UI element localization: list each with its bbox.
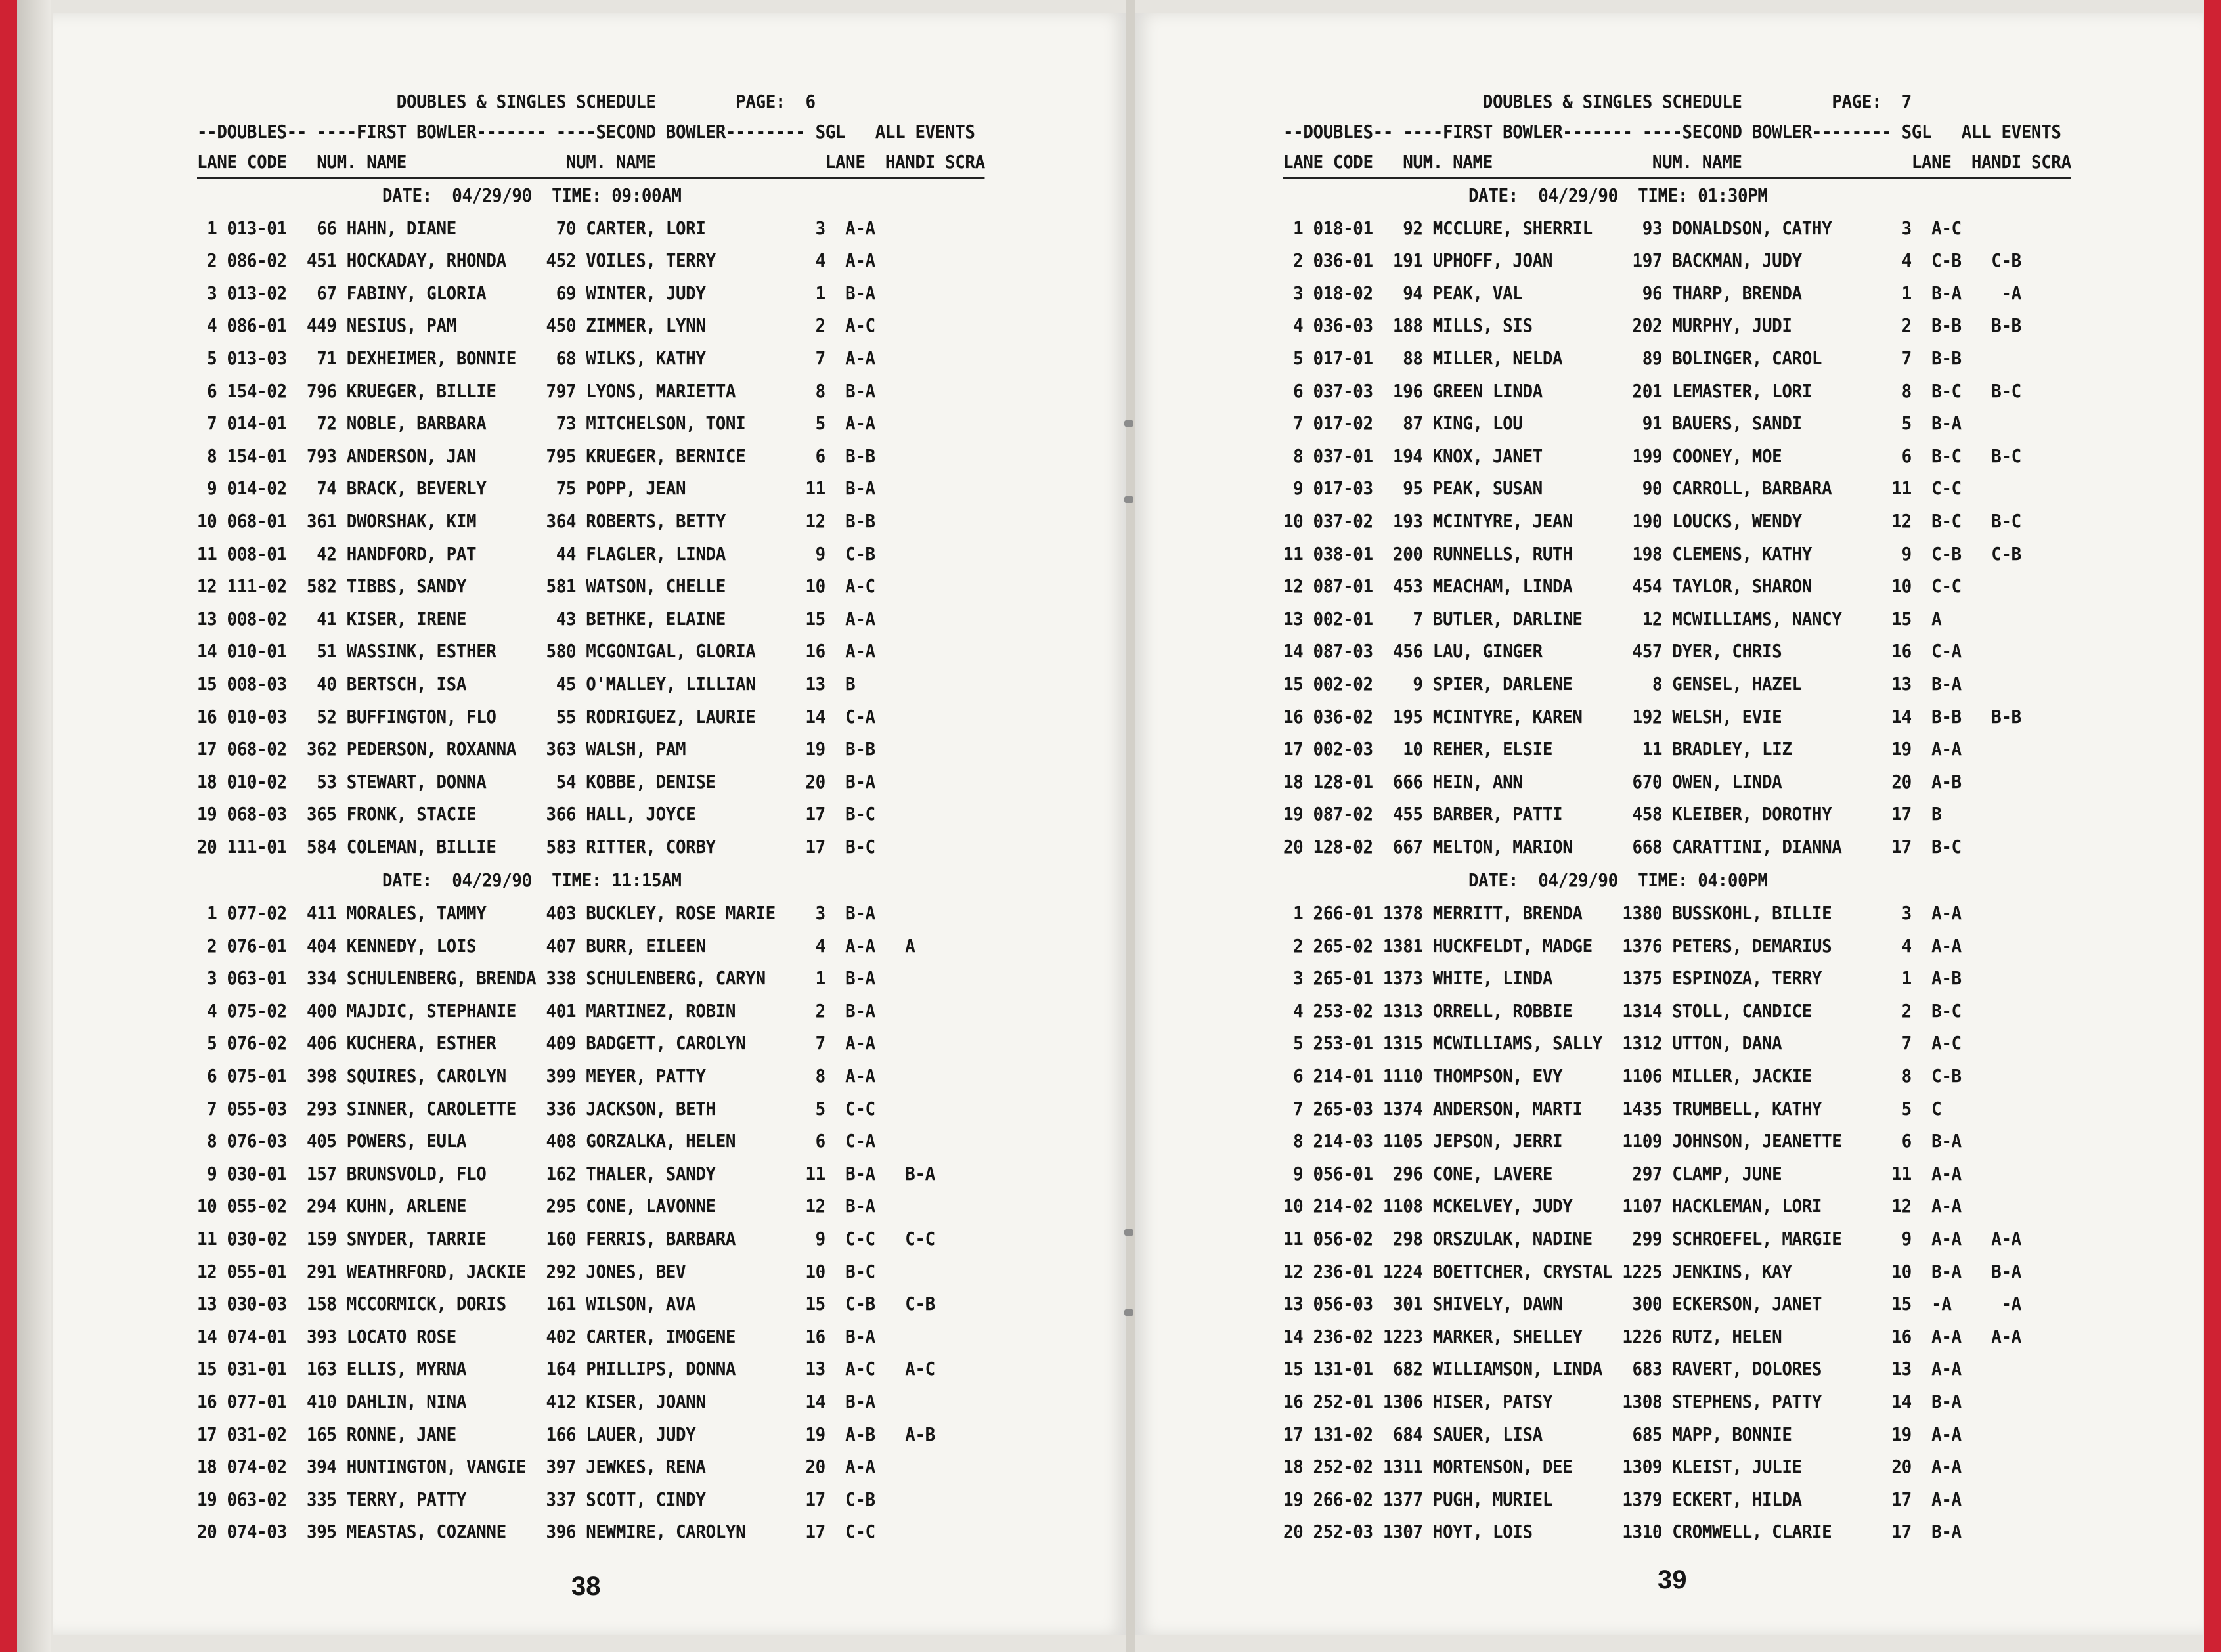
schedule-row: 17 131-02 684 SAUER, LISA 685 MAPP, BONNIE 19 A-A — [1283, 1424, 1962, 1445]
schedule-row: 18 074-02 394 HUNTINGTON, VANGIE 397 JEWKES, RENA 20 A-A — [197, 1456, 875, 1478]
staple — [1124, 1309, 1133, 1316]
left-page — [53, 13, 1130, 1635]
session-block-1 — [197, 180, 1035, 863]
session-date-time: DATE: 04/29/90 TIME: 11:15AM — [382, 870, 682, 892]
schedule-row: 20 111-01 584 COLEMAN, BILLIE 583 RITTER, CORBY 17 B-C — [197, 836, 875, 858]
page-label: PAGE: 6 — [736, 91, 816, 112]
schedule-row: 13 056-03 301 SHIVELY, DAWN 300 ECKERSON, JANET 15 -A -A — [1283, 1293, 2021, 1315]
session-date-time: DATE: 04/29/90 TIME: 09:00AM — [382, 185, 682, 206]
schedule-row: 14 074-01 393 LOCATO ROSE 402 CARTER, IMOGENE 16 B-A — [197, 1326, 875, 1347]
schedule-row: 5 076-02 406 KUCHERA, ESTHER 409 BADGETT, CAROLYN 7 A-A — [197, 1033, 875, 1054]
column-header: LANE CODE NUM. NAME NUM. NAME LANE HANDI SCRA — [197, 147, 985, 179]
schedule-row: 17 031-02 165 RONNE, JANE 166 LAUER, JUDY 19 A-B A-B — [197, 1424, 935, 1445]
schedule-row: 3 018-02 94 PEAK, VAL 96 THARP, BRENDA 1 B-A -A — [1283, 282, 2021, 304]
schedule-page-7 — [1283, 87, 2121, 1549]
session-block-1 — [1283, 180, 2121, 863]
schedule-row: 16 010-03 52 BUFFINGTON, FLO 55 RODRIGUEZ, LAURIE 14 C-A — [197, 706, 875, 728]
schedule-row: 3 265-01 1373 WHITE, LINDA 1375 ESPINOZA, TERRY 1 A-B — [1283, 968, 1962, 989]
schedule-row: 7 014-01 72 NOBLE, BARBARA 73 MITCHELSON, TONI 5 A-A — [197, 413, 875, 435]
schedule-row: 9 030-01 157 BRUNSVOLD, FLO 162 THALER, SANDY 11 B-A B-A — [197, 1163, 935, 1185]
schedule-row: 16 036-02 195 MCINTYRE, KAREN 192 WELSH, EVIE 14 B-B B-B — [1283, 706, 2021, 728]
session-date-time: DATE: 04/29/90 TIME: 04:00PM — [1468, 870, 1768, 892]
schedule-row: 7 265-03 1374 ANDERSON, MARTI 1435 TRUMBELL, KATHY 5 C — [1283, 1098, 1942, 1119]
staple — [1124, 496, 1133, 503]
schedule-row: 2 086-02 451 HOCKADAY, RHONDA 452 VOILES, TERRY 4 A-A — [197, 250, 875, 272]
schedule-row: 5 253-01 1315 MCWILLIAMS, SALLY 1312 UTTON, DANA 7 A-C — [1283, 1033, 1962, 1054]
page-number: 39 — [1658, 1565, 1687, 1594]
schedule-row: 19 087-02 455 BARBER, PATTI 458 KLEIBER, DOROTHY 17 B — [1283, 804, 1942, 825]
schedule-row: 10 214-02 1108 MCKELVEY, JUDY 1107 HACKLEMAN, LORI 12 A-A — [1283, 1196, 1962, 1217]
schedule-row: 13 030-03 158 MCCORMICK, DORIS 161 WILSON, AVA 15 C-B C-B — [197, 1293, 935, 1315]
schedule-row: 9 056-01 296 CONE, LAVERE 297 CLAMP, JUNE 11 A-A — [1283, 1163, 1962, 1185]
page-stack-edge — [17, 0, 51, 1652]
schedule-row: 4 253-02 1313 ORRELL, ROBBIE 1314 STOLL, CANDICE 2 B-C — [1283, 1000, 1962, 1022]
schedule-row: 20 252-03 1307 HOYT, LOIS 1310 CROMWELL, CLARIE 17 B-A — [1283, 1521, 1962, 1543]
schedule-row: 12 087-01 453 MEACHAM, LINDA 454 TAYLOR, SHARON 10 C-C — [1283, 576, 1962, 598]
schedule-row: 17 068-02 362 PEDERSON, ROXANNA 363 WALSH, PAM 19 B-B — [197, 739, 875, 760]
schedule-row: 6 075-01 398 SQUIRES, CAROLYN 399 MEYER, PATTY 8 A-A — [197, 1066, 875, 1087]
schedule-row: 13 002-01 7 BUTLER, DARLINE 12 MCWILLIAMS, NANCY 15 A — [1283, 608, 1942, 630]
schedule-row: 11 038-01 200 RUNNELLS, RUTH 198 CLEMENS, KATHY 9 C-B C-B — [1283, 543, 2021, 565]
page-label: PAGE: 7 — [1832, 91, 1912, 112]
schedule-row: 10 068-01 361 DWORSHAK, KIM 364 ROBERTS, BETTY 12 B-B — [197, 510, 875, 532]
schedule-title: DOUBLES & SINGLES SCHEDULE — [1482, 91, 1742, 112]
schedule-row: 11 056-02 298 ORSZULAK, NADINE 299 SCHROEFEL, MARGIE 9 A-A A-A — [1283, 1228, 2021, 1250]
center-fold — [1126, 0, 1135, 1652]
session-block-2 — [197, 865, 1035, 1548]
schedule-row: 10 055-02 294 KUHN, ARLENE 295 CONE, LAVONNE 12 B-A — [197, 1196, 875, 1217]
schedule-row: 9 017-03 95 PEAK, SUSAN 90 CARROLL, BARBARA 11 C-C — [1283, 478, 1962, 500]
schedule-row: 2 036-01 191 UPHOFF, JOAN 197 BACKMAN, JUDY 4 C-B C-B — [1283, 250, 2021, 272]
staple — [1124, 1229, 1133, 1236]
schedule-row: 15 031-01 163 ELLIS, MYRNA 164 PHILLIPS, DONNA 13 A-C A-C — [197, 1359, 935, 1380]
schedule-row: 6 214-01 1110 THOMPSON, EVY 1106 MILLER, JACKIE 8 C-B — [1283, 1066, 1962, 1087]
schedule-row: 12 111-02 582 TIBBS, SANDY 581 WATSON, CHELLE 10 A-C — [197, 576, 875, 598]
red-binding-edge-right — [2204, 0, 2221, 1652]
schedule-title: DOUBLES & SINGLES SCHEDULE — [396, 91, 656, 112]
schedule-row: 14 087-03 456 LAU, GINGER 457 DYER, CHRIS 16 C-A — [1283, 641, 1962, 663]
red-binding-edge-left — [0, 0, 17, 1652]
column-group-header: --DOUBLES-- ----FIRST BOWLER------- ----SECOND BOWLER-------- SGL ALL EVENTS — [197, 121, 975, 142]
schedule-row: 8 214-03 1105 JEPSON, JERRI 1109 JOHNSON, JEANETTE 6 B-A — [1283, 1131, 1962, 1152]
schedule-row: 20 128-02 667 MELTON, MARION 668 CARATTINI, DIANNA 17 B-C — [1283, 836, 1962, 858]
schedule-row: 2 076-01 404 KENNEDY, LOIS 407 BURR, EILEEN 4 A-A A — [197, 935, 915, 957]
schedule-row: 1 013-01 66 HAHN, DIANE 70 CARTER, LORI 3 A-A — [197, 217, 875, 239]
schedule-row: 6 037-03 196 GREEN LINDA 201 LEMASTER, LORI 8 B-C B-C — [1283, 380, 2021, 402]
schedule-row: 19 063-02 335 TERRY, PATTY 337 SCOTT, CINDY 17 C-B — [197, 1489, 875, 1510]
right-page — [1132, 13, 2203, 1635]
schedule-row: 2 265-02 1381 HUCKFELDT, MADGE 1376 PETERS, DEMARIUS 4 A-A — [1283, 935, 1962, 957]
schedule-title-line — [1283, 87, 2071, 117]
schedule-row: 15 002-02 9 SPIER, DARLENE 8 GENSEL, HAZEL 13 B-A — [1283, 673, 1962, 695]
schedule-row: 9 014-02 74 BRACK, BEVERLY 75 POPP, JEAN 11 B-A — [197, 478, 875, 500]
schedule-row: 7 017-02 87 KING, LOU 91 BAUERS, SANDI 5 B-A — [1283, 413, 1962, 435]
schedule-row: 18 252-02 1311 MORTENSON, DEE 1309 KLEIST, JULIE 20 A-A — [1283, 1456, 1962, 1478]
schedule-row: 19 068-03 365 FRONK, STACIE 366 HALL, JOYCE 17 B-C — [197, 804, 875, 825]
page-number: 38 — [571, 1572, 601, 1601]
session-date-time: DATE: 04/29/90 TIME: 01:30PM — [1468, 185, 1768, 206]
schedule-row: 5 013-03 71 DEXHEIMER, BONNIE 68 WILKS, KATHY 7 A-A — [197, 347, 875, 369]
schedule-row: 4 086-01 449 NESIUS, PAM 450 ZIMMER, LYNN 2 A-C — [197, 315, 875, 337]
schedule-row: 19 266-02 1377 PUGH, MURIEL 1379 ECKERT, HILDA 17 A-A — [1283, 1489, 1962, 1510]
schedule-row: 8 154-01 793 ANDERSON, JAN 795 KRUEGER, BERNICE 6 B-B — [197, 445, 875, 467]
schedule-row: 17 002-03 10 REHER, ELSIE 11 BRADLEY, LIZ 19 A-A — [1283, 739, 1962, 760]
schedule-row: 4 036-03 188 MILLS, SIS 202 MURPHY, JUDI 2 B-B B-B — [1283, 315, 2021, 337]
schedule-row: 7 055-03 293 SINNER, CAROLETTE 336 JACKSON, BETH 5 C-C — [197, 1098, 875, 1119]
schedule-row: 12 055-01 291 WEATHRFORD, JACKIE 292 JONES, BEV 10 B-C — [197, 1261, 875, 1282]
session-block-2 — [1283, 865, 2121, 1548]
schedule-row: 4 075-02 400 MAJDIC, STEPHANIE 401 MARTINEZ, ROBIN 2 B-A — [197, 1000, 875, 1022]
schedule-row: 18 010-02 53 STEWART, DONNA 54 KOBBE, DENISE 20 B-A — [197, 771, 875, 793]
schedule-row: 8 076-03 405 POWERS, EULA 408 GORZALKA, HELEN 6 C-A — [197, 1131, 875, 1152]
schedule-row: 18 128-01 666 HEIN, ANN 670 OWEN, LINDA 20 A-B — [1283, 771, 1962, 793]
column-group-header: --DOUBLES-- ----FIRST BOWLER------- ----SECOND BOWLER-------- SGL ALL EVENTS — [1283, 121, 2061, 142]
column-header: LANE CODE NUM. NAME NUM. NAME LANE HANDI SCRA — [1283, 147, 2071, 179]
schedule-page-6 — [197, 87, 1035, 1549]
schedule-row: 8 037-01 194 KNOX, JANET 199 COONEY, MOE 6 B-C B-C — [1283, 445, 2021, 467]
schedule-row: 13 008-02 41 KISER, IRENE 43 BETHKE, ELAINE 15 A-A — [197, 608, 875, 630]
schedule-row: 11 008-01 42 HANDFORD, PAT 44 FLAGLER, LINDA 9 C-B — [197, 543, 875, 565]
schedule-row: 6 154-02 796 KRUEGER, BILLIE 797 LYONS, MARIETTA 8 B-A — [197, 380, 875, 402]
staple — [1124, 420, 1133, 427]
schedule-row: 11 030-02 159 SNYDER, TARRIE 160 FERRIS, BARBARA 9 C-C C-C — [197, 1228, 935, 1250]
schedule-row: 20 074-03 395 MEASTAS, COZANNE 396 NEWMIRE, CAROLYN 17 C-C — [197, 1521, 875, 1543]
schedule-row: 12 236-01 1224 BOETTCHER, CRYSTAL 1225 JENKINS, KAY 10 B-A B-A — [1283, 1261, 2021, 1282]
schedule-row: 3 063-01 334 SCHULENBERG, BRENDA 338 SCHULENBERG, CARYN 1 B-A — [197, 968, 875, 989]
schedule-row: 16 252-01 1306 HISER, PATSY 1308 STEPHENS, PATTY 14 B-A — [1283, 1391, 1962, 1412]
schedule-row: 14 236-02 1223 MARKER, SHELLEY 1226 RUTZ, HELEN 16 A-A A-A — [1283, 1326, 2021, 1347]
schedule-row: 1 266-01 1378 MERRITT, BRENDA 1380 BUSSKOHL, BILLIE 3 A-A — [1283, 903, 1962, 924]
schedule-row: 15 008-03 40 BERTSCH, ISA 45 O'MALLEY, LILLIAN 13 B — [197, 673, 856, 695]
schedule-row: 1 018-01 92 MCCLURE, SHERRIL 93 DONALDSON, CATHY 3 A-C — [1283, 217, 1962, 239]
schedule-row: 3 013-02 67 FABINY, GLORIA 69 WINTER, JUDY 1 B-A — [197, 282, 875, 304]
schedule-row: 16 077-01 410 DAHLIN, NINA 412 KISER, JOANN 14 B-A — [197, 1391, 875, 1412]
schedule-title-line — [197, 87, 985, 117]
schedule-row: 15 131-01 682 WILLIAMSON, LINDA 683 RAVERT, DOLORES 13 A-A — [1283, 1359, 1962, 1380]
schedule-row: 5 017-01 88 MILLER, NELDA 89 BOLINGER, CAROL 7 B-B — [1283, 347, 1962, 369]
schedule-row: 1 077-02 411 MORALES, TAMMY 403 BUCKLEY, ROSE MARIE 3 B-A — [197, 903, 875, 924]
schedule-row: 14 010-01 51 WASSINK, ESTHER 580 MCGONIGAL, GLORIA 16 A-A — [197, 641, 875, 663]
schedule-row: 10 037-02 193 MCINTYRE, JEAN 190 LOUCKS, WENDY 12 B-C B-C — [1283, 510, 2021, 532]
